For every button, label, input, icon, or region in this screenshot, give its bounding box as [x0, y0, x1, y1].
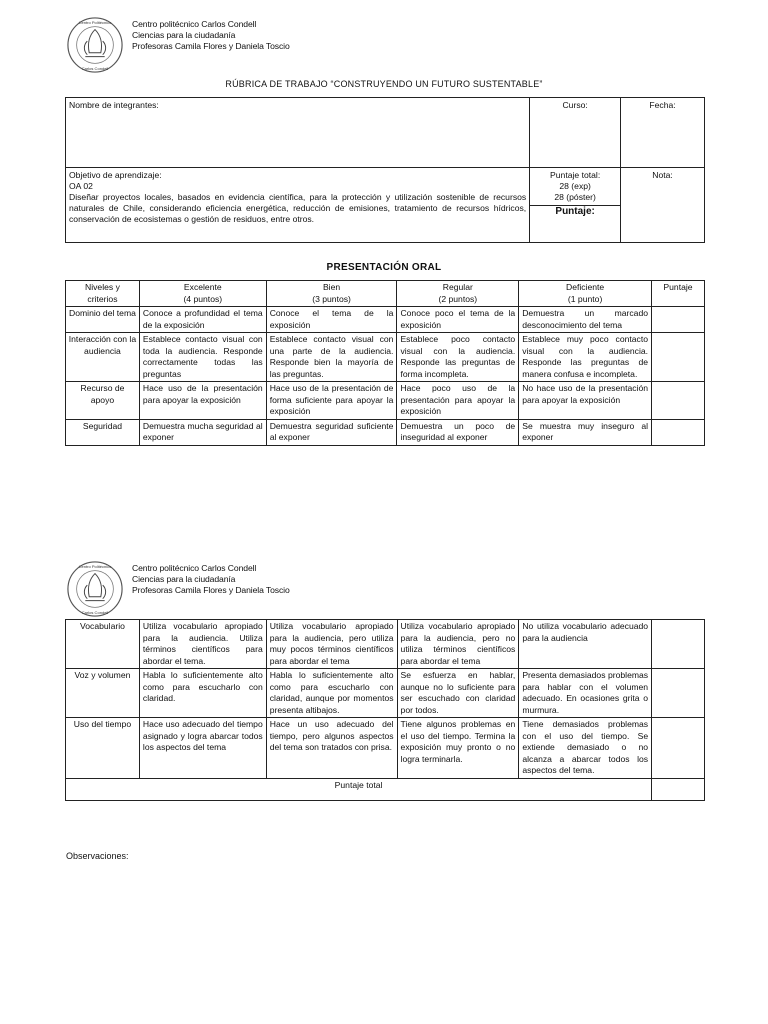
level-cell: Establece contacto visual con una parte de la audiencia. Responde bien la mayoría de las preguntas.: [266, 333, 397, 382]
table-row: [66, 307, 705, 333]
total-score-cell[interactable]: [652, 778, 705, 800]
score-cell[interactable]: [652, 333, 705, 382]
fecha-cell[interactable]: [621, 98, 705, 168]
criterion-cell: Dominio del tema: [66, 307, 140, 333]
level-cell: Demuestra un marcado desconocimiento del tema: [519, 307, 652, 333]
total-label: Puntaje total: [66, 778, 652, 800]
criterion-cell: Recurso de apoyo: [66, 382, 140, 420]
level-cell: Establece contacto visual con toda la audiencia. Responde correctamente todas las preguntas: [139, 333, 266, 382]
level-cell: Hace poco uso de la presentación para apoyar la exposición: [397, 382, 519, 420]
level-cell: Establece poco contacto visual con la audiencia. Responde las preguntas de forma incompleta.: [397, 333, 519, 382]
rubric-title: RÚBRICA DE TRABAJO “CONSTRUYENDO UN FUTURO SUSTENTABLE”: [225, 79, 543, 89]
criterion-cell: Vocabulario: [66, 620, 140, 669]
puntaje-exp: 28 (exp): [559, 181, 591, 191]
school-name: Centro politécnico Carlos Condell: [132, 19, 257, 29]
puntaje-cell: [530, 168, 621, 243]
header-bien: [266, 281, 397, 307]
criterion-cell: Voz y volumen: [66, 669, 140, 718]
objetivo-label: Objetivo de aprendizaje:: [69, 170, 162, 180]
score-cell[interactable]: [652, 382, 705, 420]
rubric-table-1: [65, 280, 705, 446]
school-name: Centro politécnico Carlos Condell: [132, 563, 257, 573]
oa-code: OA 02: [69, 181, 93, 191]
level-cell: Se esfuerza en hablar, aunque no lo suficiente para ser escuchado con claridad por todos.: [397, 669, 519, 718]
header-deficiente: [519, 281, 652, 307]
header-l2: criterios: [87, 293, 118, 304]
score-cell[interactable]: [652, 718, 705, 779]
score-cell[interactable]: [652, 620, 705, 669]
table-row: [66, 718, 705, 779]
school-seal-icon: [66, 560, 124, 618]
rubric-table-2: [65, 619, 705, 801]
puntaje-label: Puntaje:: [555, 206, 595, 217]
criterion-cell: Interacción con la audiencia: [66, 333, 140, 382]
header-l1: Bien: [322, 282, 341, 292]
level-cell: No utiliza vocabulario adecuado para la audiencia: [519, 620, 652, 669]
criterion-cell: Uso del tiempo: [66, 718, 140, 779]
objetivo-cell: [66, 168, 530, 243]
curso-label: Curso:: [562, 100, 588, 110]
nota-cell[interactable]: [621, 168, 705, 243]
header-l2: (3 puntos): [312, 293, 351, 304]
header-criteria: [66, 281, 140, 307]
table-row: [66, 382, 705, 420]
score-cell[interactable]: [652, 419, 705, 445]
header-l2: (1 punto): [567, 293, 603, 304]
total-row: [66, 778, 705, 800]
school-header-2: [66, 560, 290, 618]
level-cell: Conoce el tema de la exposición: [266, 307, 397, 333]
level-cell: Se muestra muy inseguro al exponer: [519, 419, 652, 445]
info-table: [65, 97, 705, 243]
seal-text-bottom: Carlos Condell: [81, 610, 109, 616]
integrantes-cell[interactable]: [66, 98, 530, 168]
integrantes-label: Nombre de integrantes:: [69, 100, 159, 110]
criterion-cell: Seguridad: [66, 419, 140, 445]
section-title: PRESENTACIÓN ORAL: [326, 262, 442, 273]
oa-text: Diseñar proyectos locales, basados en evidencia científica, para la protección y utilización sostenible de recursos naturales de Chile, considerando eficiencia energética, reducción de emisiones, tratamiento de recursos hídricos, conservación de ecosistemas o gestión de residuos, entre otros.: [69, 192, 527, 224]
header-regular: [397, 281, 519, 307]
seal-text-top: Centro Politécnico: [78, 20, 112, 26]
subject-name: Ciencias para la ciudadanía: [132, 30, 236, 40]
teachers-name: Profesoras Camila Flores y Daniela Toscio: [132, 41, 290, 51]
level-cell: Establece muy poco contacto visual con la audiencia. Responde las preguntas de manera confusa e incompleta.: [519, 333, 652, 382]
level-cell: Hace uso de la presentación de forma suficiente para apoyar la exposición: [266, 382, 397, 420]
header-l1: Puntaje: [663, 282, 693, 292]
header-excelente: [139, 281, 266, 307]
level-cell: Conoce poco el tema de la exposición: [397, 307, 519, 333]
header-l2: (4 puntos): [183, 293, 223, 304]
table-row: [66, 620, 705, 669]
level-cell: Utiliza vocabulario apropiado para la audiencia, pero no utiliza términos científicos para abordar el tema: [397, 620, 519, 669]
level-cell: Tiene algunos problemas en el uso del tiempo. Termina la exposición muy pronto o no logra terminarla.: [397, 718, 519, 779]
nota-label: Nota:: [652, 170, 673, 180]
header-puntaje: [652, 281, 705, 307]
level-cell: No hace uso de la presentación para apoyar la exposición: [519, 382, 652, 420]
header-l1: Regular: [442, 282, 473, 292]
subject-name: Ciencias para la ciudadanía: [132, 574, 236, 584]
level-cell: Conoce a profundidad el tema de la exposición: [139, 307, 266, 333]
school-header: [66, 16, 290, 74]
header-l1: Niveles y: [85, 282, 120, 292]
level-cell: Tiene demasiados problemas con el uso del tiempo. Se extiende demasiado o no alcanza a abarcar todos los aspectos del tema.: [519, 718, 652, 779]
level-cell: Habla lo suficientemente alto como para escucharlo con claridad, aunque por momentos presenta altibajos.: [266, 669, 397, 718]
table-row: [66, 419, 705, 445]
puntaje-total-label: Puntaje total:: [550, 170, 601, 180]
level-cell: Hace uso de la presentación para apoyar la exposición: [139, 382, 266, 420]
level-cell: Utiliza vocabulario apropiado para la audiencia. Utiliza términos científicos para abordar el tema.: [139, 620, 266, 669]
header-l2: (2 puntos): [438, 293, 478, 304]
rubric-header-row: [66, 281, 705, 307]
seal-text-bottom: Carlos Condell: [81, 66, 109, 72]
level-cell: Hace un uso adecuado del tiempo, pero algunos aspectos del tema son tratados con prisa.: [266, 718, 397, 779]
level-cell: Habla lo suficientemente alto como para escucharlo con claridad.: [139, 669, 266, 718]
level-cell: Demuestra mucha seguridad al exponer: [139, 419, 266, 445]
puntaje-field[interactable]: [530, 205, 620, 242]
score-cell[interactable]: [652, 669, 705, 718]
puntaje-poster: 28 (póster): [554, 192, 596, 202]
curso-cell[interactable]: [530, 98, 621, 168]
table-row: [66, 669, 705, 718]
level-cell: Hace uso adecuado del tiempo asignado y logra abarcar todos los aspectos del tema: [139, 718, 266, 779]
level-cell: Demuestra un poco de inseguridad al exponer: [397, 419, 519, 445]
header-l1: Excelente: [183, 282, 222, 292]
level-cell: Presenta demasiados problemas para hablar con el volumen adecuado. En ocasiones grita o murmura.: [519, 669, 652, 718]
header-l1: Deficiente: [566, 282, 605, 292]
observaciones-label: Observaciones:: [66, 851, 129, 861]
score-cell[interactable]: [652, 307, 705, 333]
level-cell: Utiliza vocabulario apropiado para la audiencia, pero utiliza muy pocos términos científicos para abordar el tema: [266, 620, 397, 669]
seal-text-top: Centro Politécnico: [78, 564, 112, 570]
level-cell: Demuestra seguridad suficiente al exponer: [266, 419, 397, 445]
table-row: [66, 333, 705, 382]
school-seal-icon: [66, 16, 124, 74]
fecha-label: Fecha:: [649, 100, 676, 110]
teachers-name: Profesoras Camila Flores y Daniela Toscio: [132, 585, 290, 595]
